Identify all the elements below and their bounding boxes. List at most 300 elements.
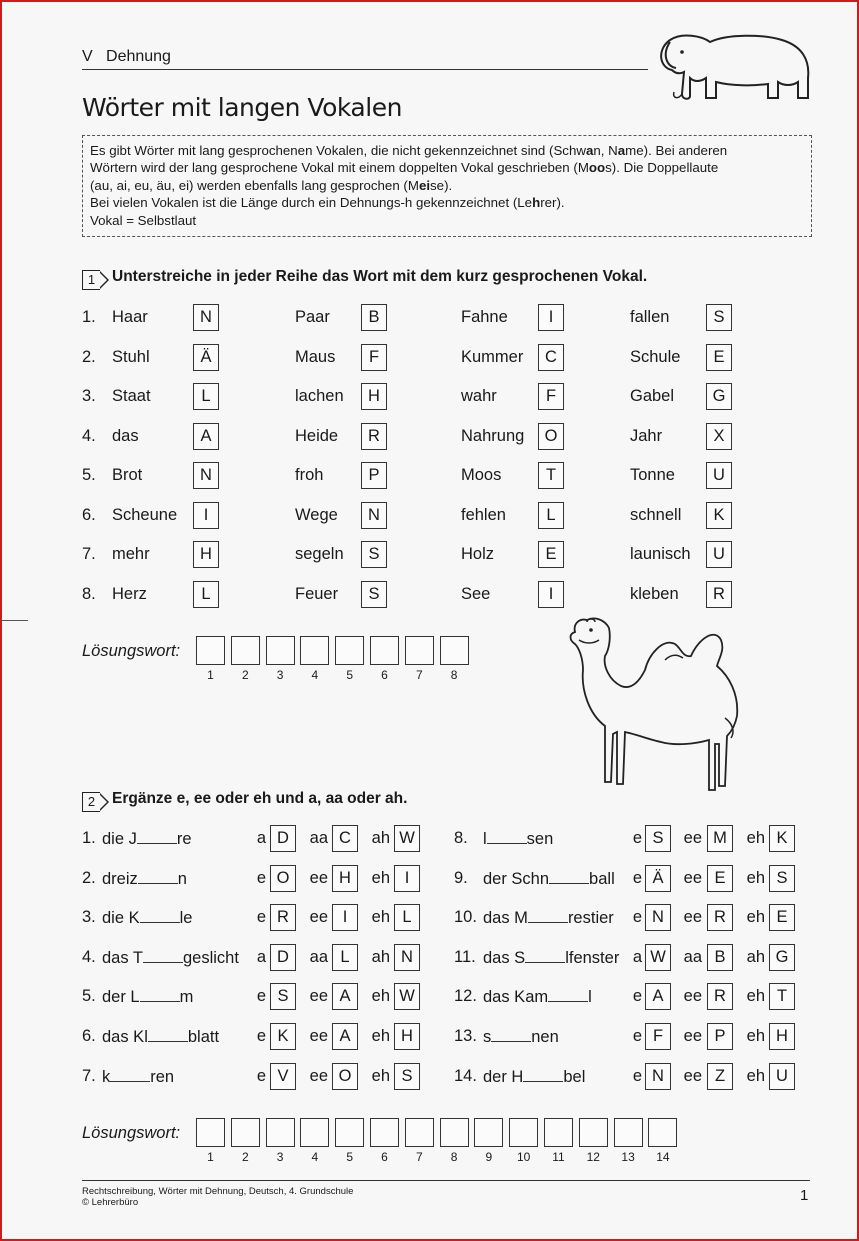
info-line (90, 194, 804, 211)
option-label: ah (371, 829, 390, 847)
word-start: s (483, 1028, 492, 1046)
letter-box: S (361, 541, 387, 568)
info-text: Vokal = Selbstlaut (90, 212, 197, 228)
solution-index: 1 (207, 1150, 214, 1164)
row-number: 7. (82, 545, 96, 563)
camel-icon (565, 614, 745, 794)
option-label: eh (371, 908, 390, 927)
word: kleben (630, 584, 679, 603)
letter-box: R (706, 581, 732, 608)
letter-box: G (706, 383, 732, 410)
footer-text (82, 1186, 353, 1208)
item-number: 11. (454, 947, 476, 966)
option-label: eh (371, 1027, 390, 1045)
footer-line-2: © Lehrerbüro (82, 1197, 139, 1208)
solution-index: 4 (311, 1150, 319, 1164)
solution-index: 10 (517, 1150, 531, 1164)
fill-in-text (483, 829, 553, 849)
solution-index: 6 (381, 1150, 388, 1164)
option-label: aa (309, 829, 328, 847)
option-label: ee (309, 1066, 328, 1085)
fill-blank[interactable] (523, 1067, 563, 1082)
solution-index: 5 (346, 1150, 354, 1164)
option-label: ee (683, 1027, 702, 1045)
word: Jahr (630, 426, 663, 445)
info-text: Bei vielen Vokalen ist die Länge durch ein Dehnungs-h gekennzeichnet (Le (90, 195, 533, 211)
word: Feuer (295, 584, 339, 603)
solution-box[interactable] (300, 1118, 329, 1147)
word: mehr (112, 545, 150, 563)
word-end: bel (563, 1067, 586, 1086)
solution-box[interactable] (648, 1118, 677, 1147)
option-letter-box: H (394, 1023, 420, 1050)
footer-rule (82, 1180, 810, 1181)
item-number: 4. (82, 947, 96, 966)
solution-box[interactable] (231, 636, 260, 665)
word-start: das T (102, 948, 143, 967)
page-title: Wörter mit langen Vokalen (82, 93, 402, 122)
option-letter-box: A (332, 983, 358, 1010)
option-letter-box: G (769, 944, 795, 971)
solution-box[interactable] (440, 1118, 469, 1147)
option-label: ee (309, 868, 328, 887)
option-letter-box: L (332, 944, 358, 971)
fill-blank[interactable] (491, 1027, 531, 1042)
solution-box[interactable] (231, 1118, 260, 1147)
option-label: a (256, 947, 266, 966)
solution-box[interactable] (509, 1118, 538, 1147)
word-end: nen (531, 1028, 559, 1046)
word-end: sen (526, 830, 554, 848)
fill-blank[interactable] (148, 1027, 188, 1042)
word: Wege (295, 505, 338, 524)
fill-blank[interactable] (143, 948, 183, 963)
letter-box: H (361, 383, 387, 410)
option-label: eh (746, 908, 765, 927)
solution-box[interactable] (335, 636, 364, 665)
fill-blank[interactable] (528, 908, 568, 923)
fill-in-text (483, 948, 619, 968)
letter-box: N (193, 304, 219, 331)
fill-in-text (102, 987, 193, 1007)
solution-index: 7 (415, 1150, 423, 1164)
word-end: re (176, 830, 192, 848)
option-letter-box: A (332, 1023, 358, 1050)
option-label: e (632, 1066, 642, 1085)
word: Schule (630, 347, 681, 366)
solution-index: 3 (276, 668, 284, 682)
item-number: 14. (454, 1066, 477, 1085)
letter-box: R (361, 423, 387, 450)
word: schnell (630, 505, 682, 524)
word-start: l (483, 830, 487, 848)
option-label: a (632, 947, 642, 966)
option-letter-box: S (270, 983, 296, 1010)
letter-box: I (538, 581, 564, 608)
word: Kummer (461, 347, 524, 366)
solution-index: 13 (621, 1150, 635, 1164)
option-letter-box: F (645, 1023, 671, 1050)
word: Stuhl (112, 347, 150, 366)
word-start: das S (483, 948, 526, 967)
letter-box: F (361, 344, 387, 371)
option-label: ee (309, 1027, 328, 1045)
option-letter-box: S (394, 1063, 420, 1090)
word-start: der H (483, 1067, 524, 1086)
option-letter-box: K (769, 825, 795, 852)
solution-index: 8 (450, 1150, 458, 1164)
option-label: ee (309, 987, 328, 1006)
option-label: e (256, 1066, 266, 1085)
elephant-icon (652, 30, 814, 102)
solution-box[interactable] (405, 1118, 434, 1147)
fill-blank[interactable] (140, 987, 180, 1002)
exercise-1-heading (82, 268, 647, 290)
option-letter-box: K (270, 1023, 296, 1050)
word-start: der Schn (483, 869, 550, 888)
solution-box[interactable] (196, 1118, 225, 1147)
letter-box: O (538, 423, 564, 450)
solution-box[interactable] (440, 636, 469, 665)
word-start: der L (102, 988, 140, 1007)
option-letter-box: S (769, 865, 795, 892)
solution-index: 14 (656, 1150, 670, 1164)
info-bold-text: a (617, 143, 626, 158)
solution-index: 6 (381, 668, 388, 682)
exercise-1-instruction: Unterstreiche in jeder Reihe das Wort mit dem kurz gesprochenen Vokal. (112, 268, 648, 285)
letter-box: U (706, 541, 732, 568)
solution-index: 3 (276, 1150, 284, 1164)
letter-box: T (538, 462, 564, 489)
info-text: (au, ai, eu, äu, ei) werden ebenfalls lang gesprochen (M (90, 177, 419, 193)
fill-in-text (483, 908, 614, 928)
fill-blank[interactable] (110, 1067, 150, 1082)
word: See (461, 584, 491, 603)
word-end: blatt (187, 1028, 220, 1046)
option-label: e (632, 829, 642, 847)
fill-in-text (102, 869, 187, 889)
letter-box: N (193, 462, 219, 489)
info-bold-text: h (532, 195, 541, 211)
info-text: Es gibt Wörter mit lang gesprochenen Vokalen, die nicht gekennzeichnet sind (Schw (90, 143, 586, 158)
option-letter-box: O (332, 1063, 358, 1090)
solution-label-2: Lösungswort: (82, 1124, 181, 1142)
solution-box[interactable] (614, 1118, 643, 1147)
letter-box: Ä (193, 344, 219, 371)
option-letter-box: R (270, 904, 296, 931)
item-number: 2. (82, 868, 96, 887)
option-letter-box: H (769, 1023, 795, 1050)
word: fallen (630, 308, 670, 326)
info-line (90, 212, 804, 229)
option-letter-box: N (645, 1063, 671, 1090)
solution-box[interactable] (300, 636, 329, 665)
letter-box: B (361, 304, 387, 331)
option-letter-box: E (769, 904, 795, 931)
letter-box: I (538, 304, 564, 331)
item-number: 1. (82, 829, 96, 847)
option-letter-box: E (707, 865, 733, 892)
fill-in-text (102, 829, 192, 849)
word: Heide (295, 426, 339, 445)
word-end: geslicht (182, 948, 239, 967)
margin-mark (0, 620, 28, 621)
option-letter-box: I (394, 865, 420, 892)
row-number: 5. (82, 466, 96, 484)
option-label: e (632, 987, 642, 1006)
option-label: e (256, 1027, 266, 1045)
option-letter-box: A (645, 983, 671, 1010)
item-number: 9. (454, 868, 468, 887)
solution-box[interactable] (196, 636, 225, 665)
option-label: ah (746, 947, 765, 966)
word-end: le (179, 909, 193, 928)
letter-box: S (361, 581, 387, 608)
option-label: eh (746, 1027, 765, 1045)
word-start: die J (102, 830, 137, 848)
row-number: 4. (82, 426, 96, 445)
fill-blank[interactable] (140, 908, 180, 923)
fill-in-text (102, 1067, 174, 1087)
option-letter-box: W (645, 944, 671, 971)
word: launisch (630, 545, 691, 563)
item-number: 5. (82, 987, 96, 1006)
solution-box[interactable] (370, 1118, 399, 1147)
fill-in-text (483, 869, 615, 889)
word: Scheune (112, 505, 178, 524)
fill-blank[interactable] (549, 869, 589, 884)
fill-blank[interactable] (138, 869, 178, 884)
option-letter-box: U (769, 1063, 795, 1090)
option-letter-box: S (645, 825, 671, 852)
solution-box[interactable] (405, 636, 434, 665)
letter-box: L (193, 581, 219, 608)
word: wahr (461, 387, 497, 405)
letter-box: A (193, 423, 219, 450)
solution-index: 11 (552, 1150, 565, 1164)
word: Haar (112, 308, 148, 326)
letter-box: N (361, 502, 387, 529)
option-letter-box: V (270, 1063, 296, 1090)
option-label: eh (746, 1066, 765, 1085)
option-label: ah (371, 947, 390, 966)
solution-index: 1 (207, 668, 214, 682)
info-text: me). Bei anderen (625, 143, 728, 158)
option-label: ee (683, 829, 702, 847)
option-letter-box: H (332, 865, 358, 892)
option-label: ee (683, 868, 702, 887)
option-label: e (256, 987, 266, 1006)
letter-box: K (706, 502, 732, 529)
option-label: e (256, 908, 266, 927)
row-number: 6. (82, 505, 96, 524)
option-label: e (632, 1027, 642, 1045)
word: froh (295, 466, 324, 484)
exercise-2-heading (82, 790, 407, 812)
word-start: die K (102, 909, 140, 928)
item-number: 12. (454, 987, 477, 1006)
word: das (112, 426, 139, 445)
solution-box[interactable] (335, 1118, 364, 1147)
letter-box: F (538, 383, 564, 410)
fill-in-text (483, 1027, 559, 1047)
option-letter-box: N (394, 944, 420, 971)
option-label: eh (371, 868, 390, 887)
word: Gabel (630, 387, 675, 405)
word-end: n (177, 869, 187, 888)
option-label: eh (746, 987, 765, 1006)
solution-index: 8 (450, 668, 458, 682)
option-letter-box: C (332, 825, 358, 852)
option-letter-box: Ä (645, 865, 671, 892)
exercise-number-badge: 1 (82, 270, 100, 290)
word-start: dreiz (102, 869, 138, 888)
word: Staat (112, 387, 151, 405)
option-label: e (256, 868, 266, 887)
solution-index: 5 (346, 668, 354, 682)
info-bold-text: a (585, 143, 594, 158)
word-start: das Kl (102, 1028, 148, 1046)
row-number: 2. (82, 347, 96, 366)
word: Holz (461, 545, 495, 563)
info-line (90, 159, 804, 176)
option-letter-box: T (769, 983, 795, 1010)
item-number: 6. (82, 1027, 96, 1045)
option-label: e (632, 908, 642, 927)
word: segeln (295, 545, 344, 563)
info-line (90, 177, 804, 194)
fill-blank[interactable] (525, 948, 565, 963)
fill-in-text (102, 948, 239, 968)
section-heading: V Dehnung (82, 48, 171, 65)
option-letter-box: R (707, 983, 733, 1010)
item-number: 7. (82, 1066, 96, 1085)
info-text: s). Die Doppellaute (605, 160, 719, 176)
option-label: ee (683, 908, 702, 927)
word: Herz (112, 584, 147, 603)
info-box (82, 135, 812, 237)
word: Brot (112, 466, 143, 484)
letter-box: U (706, 462, 732, 489)
letter-box: X (706, 423, 732, 450)
fill-in-text (102, 908, 192, 928)
fill-in-text (483, 1067, 585, 1087)
item-number: 13. (454, 1027, 477, 1045)
solution-index: 4 (311, 668, 319, 682)
option-letter-box: N (645, 904, 671, 931)
option-letter-box: P (707, 1023, 733, 1050)
solution-box[interactable] (266, 636, 295, 665)
item-number: 3. (82, 908, 96, 927)
solution-box[interactable] (579, 1118, 608, 1147)
row-number: 3. (82, 387, 96, 405)
info-text: n, N (593, 143, 618, 158)
option-letter-box: D (270, 944, 296, 971)
option-letter-box: B (707, 944, 733, 971)
option-label: ee (683, 987, 702, 1006)
solution-box[interactable] (370, 636, 399, 665)
fill-in-text (483, 987, 592, 1007)
option-letter-box: I (332, 904, 358, 931)
word-start: k (102, 1067, 111, 1086)
page-number: 1 (800, 1187, 809, 1204)
option-label: eh (746, 829, 765, 847)
fill-blank[interactable] (137, 829, 177, 844)
info-bold-text: oo (588, 160, 606, 176)
option-letter-box: O (270, 865, 296, 892)
info-line (90, 142, 804, 159)
info-text: Wörtern wird der lang gesprochene Vokal mit einem doppelten Vokal geschrieben (M (90, 160, 589, 176)
option-label: ee (683, 1066, 702, 1085)
solution-index: 12 (586, 1150, 600, 1164)
info-bold-text: ei (418, 177, 431, 193)
option-letter-box: L (394, 904, 420, 931)
footer-line-1: Rechtschreibung, Wörter mit Dehnung, Deutsch, 4. Grundschule (82, 1186, 354, 1197)
solution-label-1: Lösungswort: (82, 642, 181, 660)
letter-box: E (538, 541, 564, 568)
word-end: ball (589, 869, 615, 888)
word: Maus (295, 347, 336, 366)
item-number: 10. (454, 908, 477, 927)
option-label: a (256, 829, 266, 847)
option-label: eh (371, 1066, 390, 1085)
option-letter-box: W (394, 825, 420, 852)
option-letter-box: R (707, 904, 733, 931)
solution-index: 7 (415, 668, 423, 682)
word-end: lfenster (565, 948, 620, 967)
option-label: eh (746, 868, 765, 887)
word-start: das M (483, 909, 528, 928)
fill-blank[interactable] (548, 987, 588, 1002)
solution-index: 9 (485, 1150, 493, 1164)
letter-box: C (538, 344, 564, 371)
letter-box: S (706, 304, 732, 331)
word-start: das Kam (483, 988, 549, 1007)
fill-blank[interactable] (487, 829, 527, 844)
solution-index: 2 (241, 1150, 249, 1164)
letter-box: L (538, 502, 564, 529)
word-end: ren (150, 1067, 175, 1086)
header-rule (82, 69, 648, 70)
letter-box: H (193, 541, 219, 568)
option-label: ee (309, 908, 328, 927)
row-number: 8. (82, 584, 96, 603)
word: Tonne (630, 466, 675, 484)
letter-box: P (361, 462, 387, 489)
option-label: eh (371, 987, 390, 1006)
info-text: se). (430, 177, 453, 193)
word-end: l (588, 988, 592, 1007)
item-number: 8. (454, 829, 468, 847)
solution-index: 2 (241, 668, 249, 682)
word-end: m (179, 988, 194, 1007)
info-text: rer). (540, 195, 565, 211)
option-letter-box: W (394, 983, 420, 1010)
solution-box[interactable] (544, 1118, 573, 1147)
solution-box[interactable] (266, 1118, 295, 1147)
option-label: aa (683, 947, 702, 966)
option-letter-box: Z (707, 1063, 733, 1090)
solution-box[interactable] (474, 1118, 503, 1147)
exercise-number-badge: 2 (82, 792, 100, 812)
option-letter-box: M (707, 825, 733, 852)
exercise-2-instruction: Ergänze e, ee oder eh und a, aa oder ah. (112, 790, 408, 807)
word: Fahne (461, 308, 508, 326)
letter-box: E (706, 344, 732, 371)
letter-box: L (193, 383, 219, 410)
row-number: 1. (82, 308, 96, 326)
option-letter-box: D (270, 825, 296, 852)
